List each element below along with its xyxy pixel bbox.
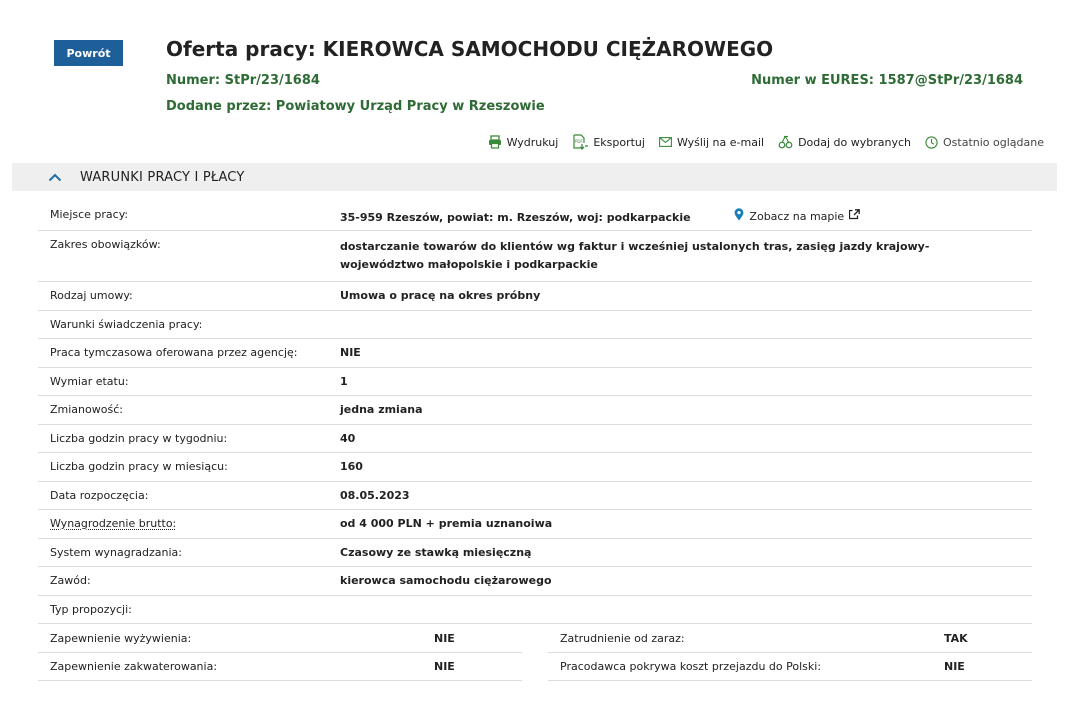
section-header-work-conditions[interactable] xyxy=(12,163,1057,191)
row-label: Zatrudnienie od zaraz: xyxy=(560,631,685,645)
table-row xyxy=(38,539,1032,567)
table-row xyxy=(38,482,1032,510)
table-row xyxy=(548,653,1032,681)
row-value: NIE xyxy=(434,631,455,645)
row-value: 1 xyxy=(340,375,348,388)
map-link[interactable] xyxy=(734,208,860,226)
svg-text:PDF: PDF xyxy=(575,139,584,144)
split-row xyxy=(38,624,1032,653)
row-value: NIE xyxy=(944,660,965,673)
row-value: NIE xyxy=(434,660,455,673)
eures-number-label: Numer w EURES: xyxy=(751,73,874,88)
row-value: dostarczanie towarów do klientów wg faktur i wcześniej ustalonych tras, zasięg jazdy krajowy- województwo małopolskie i podkarpackie xyxy=(340,240,930,271)
row-label: Zmianowość: xyxy=(50,403,123,416)
export-pdf-icon xyxy=(572,134,588,150)
row-value: Czasowy ze stawką miesięczną xyxy=(340,546,532,559)
row-value: NIE xyxy=(340,346,361,359)
page-title: Oferta pracy: KIEROWCA SAMOCHODU CIĘŻAROWEGO xyxy=(166,37,774,61)
section-title: WARUNKI PRACY I PŁACY xyxy=(80,169,245,185)
back-button[interactable]: Powrót xyxy=(54,40,123,66)
eures-number-value: 1587@StPr/23/1684 xyxy=(878,73,1023,88)
row-label: Pracodawca pokrywa koszt przejazdu do Polski: xyxy=(560,660,822,673)
row-value: 160 xyxy=(340,460,363,473)
row-value: jedna zmiana xyxy=(340,403,423,416)
table-row xyxy=(38,231,1032,282)
table-row xyxy=(38,510,1032,539)
row-label: Rodzaj umowy: xyxy=(50,289,133,302)
email-label: Wyślij na e-mail xyxy=(676,135,765,149)
row-label: Miejsce pracy: xyxy=(50,208,129,221)
added-by-value: Powiatowy Urząd Pracy w Rzeszowie xyxy=(275,99,545,114)
offer-number xyxy=(166,73,320,88)
print-label: Wydrukuj xyxy=(506,135,559,149)
row-value xyxy=(340,208,1032,226)
table-row xyxy=(38,368,1032,396)
table-row xyxy=(38,567,1032,596)
table-row xyxy=(38,282,1032,311)
row-label: Warunki świadczenia pracy: xyxy=(50,318,203,331)
row-value: 08.05.2023 xyxy=(340,489,410,502)
cherries-icon xyxy=(778,135,793,149)
print-action[interactable] xyxy=(488,135,559,149)
row-value: 40 xyxy=(340,432,356,445)
row-value: od 4 000 PLN + premia uznanoiwa xyxy=(340,517,553,530)
row-label: Wymiar etatu: xyxy=(50,375,129,388)
favorite-action[interactable] xyxy=(778,135,911,149)
chevron-up-icon[interactable] xyxy=(48,173,62,182)
favorite-label: Dodaj do wybranych xyxy=(798,135,912,149)
action-toolbar xyxy=(488,134,1044,150)
table-row xyxy=(38,201,1032,231)
row-label xyxy=(38,517,340,530)
row-value: TAK xyxy=(944,631,968,645)
table-row xyxy=(38,653,522,681)
external-link-icon xyxy=(849,209,860,225)
map-link-label: Zobacz na mapie xyxy=(749,210,845,223)
map-pin-icon xyxy=(734,208,744,226)
row-label: Data rozpoczęcia: xyxy=(50,489,149,502)
row-label: System wynagradzania: xyxy=(50,546,182,559)
table-row xyxy=(38,453,1032,482)
row-label: Praca tymczasowa oferowana przez agencję: xyxy=(50,346,298,359)
split-row xyxy=(38,653,1032,681)
table-row xyxy=(548,624,1032,653)
row-value: Umowa o pracę na okres próbny xyxy=(340,289,541,302)
details-table xyxy=(38,201,1032,681)
row-label: Zapewnienie wyżywienia: xyxy=(50,631,192,645)
table-row xyxy=(38,396,1032,425)
salary-label[interactable]: Wynagrodzenie brutto: xyxy=(50,517,177,530)
row-label: Zawód: xyxy=(50,574,91,587)
recent-action[interactable] xyxy=(925,136,1044,149)
row-label: Liczba godzin pracy w miesiącu: xyxy=(50,460,228,473)
row-label: Typ propozycji: xyxy=(50,603,132,616)
row-value: kierowca samochodu ciężarowego xyxy=(340,574,552,587)
email-action[interactable] xyxy=(659,136,764,149)
table-row xyxy=(38,596,1032,624)
table-row xyxy=(38,339,1032,368)
added-by-label: Dodane przez: xyxy=(166,99,272,114)
offer-number-value: StPr/23/1684 xyxy=(224,73,320,88)
row-label: Zapewnienie zakwaterowania: xyxy=(50,660,218,673)
added-by xyxy=(166,99,545,114)
export-label: Eksportuj xyxy=(593,135,645,149)
offer-number-label: Numer: xyxy=(166,73,221,88)
envelope-icon xyxy=(659,137,672,147)
export-action[interactable] xyxy=(572,134,645,150)
recent-label: Ostatnio oglądane xyxy=(943,135,1044,149)
location-value: 35-959 Rzeszów, powiat: m. Rzeszów, woj: podkarpackie xyxy=(340,211,691,224)
table-row xyxy=(38,311,1032,339)
printer-icon xyxy=(488,135,502,149)
row-label: Zakres obowiązków: xyxy=(50,238,161,251)
row-label: Liczba godzin pracy w tygodniu: xyxy=(50,432,228,445)
eures-number xyxy=(751,73,1023,88)
table-row xyxy=(38,624,522,653)
table-row xyxy=(38,425,1032,453)
clock-icon xyxy=(925,136,938,149)
